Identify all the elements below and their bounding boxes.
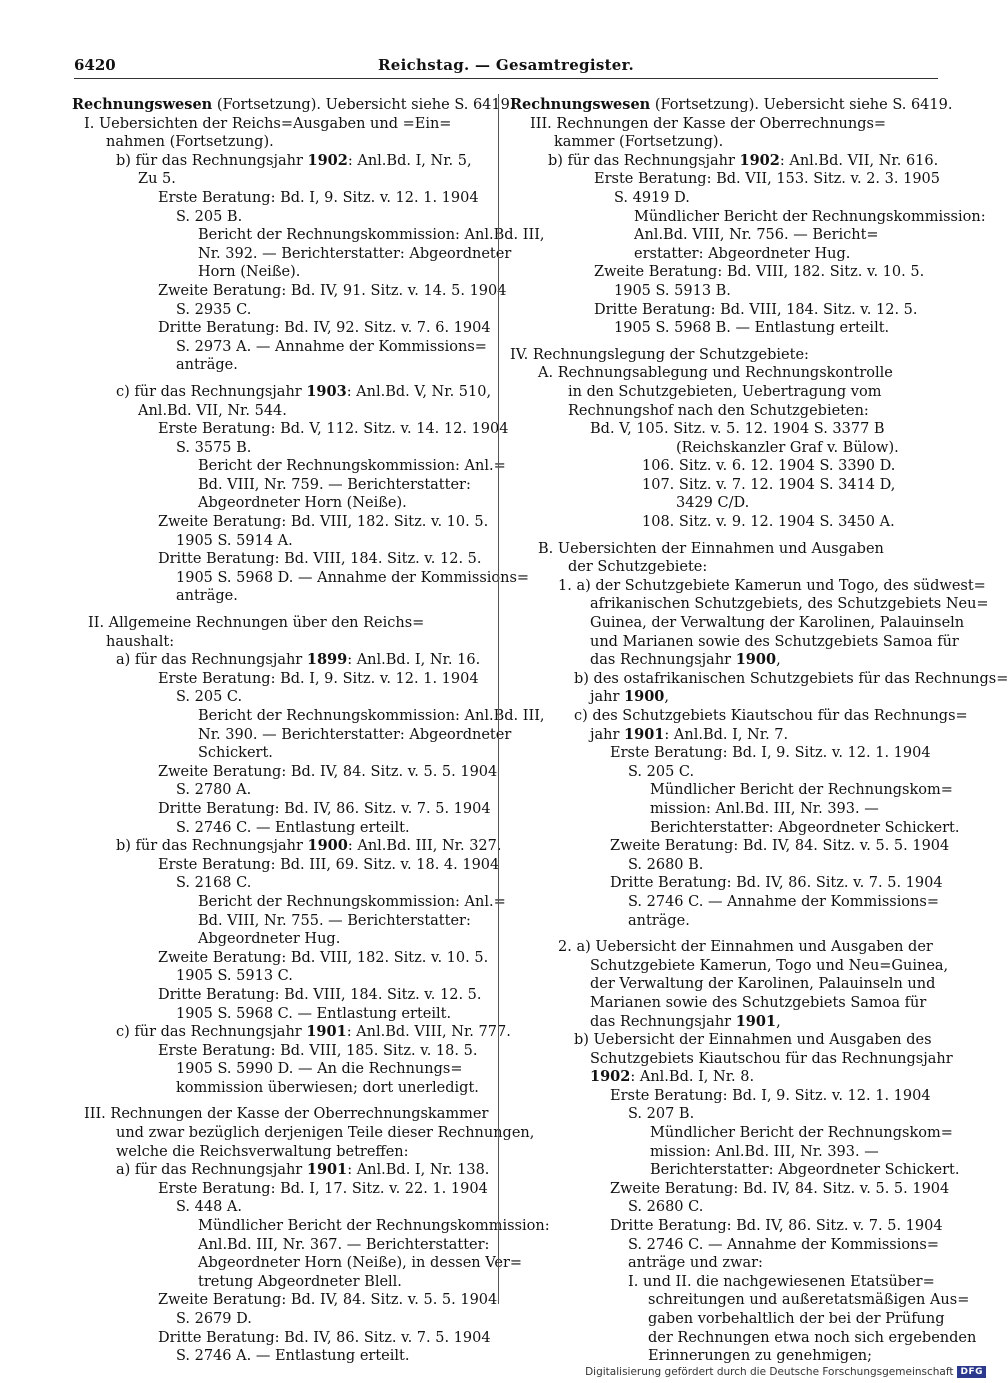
text-line: II. Allgemeine Rechnungen über den Reichs= (88, 615, 425, 632)
text-line: B. Uebersichten der Einnahmen und Ausgaben (538, 540, 884, 557)
text-line: b) für das Rechnungsjahr 1902: Anl.Bd. VII, Nr. 616. (548, 151, 939, 169)
text-line: Horn (Neiße). (198, 264, 301, 281)
text-line: Dritte Beratung: Bd. VIII, 184. Sitz. v. 12. 5. (158, 551, 482, 568)
text-line: S. 2973 A. — Annahme der Kommissions= (176, 338, 487, 355)
text-line: Nr. 392. — Berichterstatter: Abgeordneter (198, 245, 512, 262)
text-line: 3429 C/D. (676, 495, 750, 512)
page-number: 6420 (74, 56, 116, 74)
text-line: das Rechnungsjahr 1901, (590, 1012, 781, 1030)
text-line: Erste Beratung: Bd. I, 17. Sitz. v. 22. 1. 1904 (158, 1180, 488, 1197)
paragraph-gap (510, 338, 938, 346)
text-line: b) für das Rechnungsjahr 1900: Anl.Bd. III, Nr. 327. (116, 837, 502, 855)
text-line: Dritte Beratung: Bd. IV, 86. Sitz. v. 7. 5. 1904 (610, 875, 943, 892)
text-line: Erste Beratung: Bd. VII, 153. Sitz. v. 2. 3. 1905 (594, 171, 940, 188)
text-line: IV. Rechnungslegung der Schutzgebiete: (510, 346, 809, 363)
text-line: Erste Beratung: Bd. V, 112. Sitz. v. 14. 12. 1904 (158, 421, 509, 438)
text-line: das Rechnungsjahr 1900, (590, 651, 781, 669)
text-line: haushalt: (106, 633, 175, 650)
text-line: Berichterstatter: Abgeordneter Schickert. (650, 819, 960, 836)
text-line: afrikanischen Schutzgebiets, des Schutzgebiets Neu= (590, 596, 989, 613)
text-line: 1. a) der Schutzgebiete Kamerun und Togo, des südwest= (558, 577, 986, 594)
text-line: c) für das Rechnungsjahr 1903: Anl.Bd. V, Nr. 510, (116, 382, 492, 400)
text-line: mission: Anl.Bd. III, Nr. 393. — (650, 800, 879, 817)
footer-credit: Digitalisierung gefördert durch die Deutsche Forschungsgemeinschaft (585, 1366, 954, 1378)
text-line: (Reichskanzler Graf v. Bülow). (676, 439, 899, 456)
text-line: Schickert. (198, 745, 273, 762)
text-line: S. 2746 C. — Entlastung erteilt. (176, 819, 410, 836)
text-line: anträge. (628, 912, 690, 929)
text-line: anträge. (176, 588, 238, 605)
text-line: 1905 S. 5913 C. (176, 968, 293, 985)
running-head: Reichstag. — Gesamtregister. (377, 56, 634, 74)
text-line: S. 448 A. (176, 1199, 243, 1216)
text-line: S. 3575 B. (176, 439, 252, 456)
paragraph-gap (72, 606, 492, 614)
text-line: 1905 S. 5968 C. — Entlastung erteilt. (176, 1005, 452, 1022)
paragraph-gap (72, 1097, 492, 1105)
text-line: S. 2679 D. (176, 1311, 252, 1327)
text-line: der Verwaltung der Karolinen, Palauinseln und (590, 976, 936, 993)
text-line: III. Rechnungen der Kasse der Oberrechnungs= (530, 115, 887, 132)
text-line: schreitungen und außeretatsmäßigen Aus= (648, 1292, 970, 1309)
text-line: S. 205 B. (176, 208, 243, 225)
paragraph-gap (510, 930, 938, 938)
text-line: I. und II. die nachgewiesenen Etatsüber= (628, 1273, 935, 1290)
text-line: Zu 5. (138, 171, 176, 188)
text-line: b) des ostafrikanischen Schutzgebiets für das Rechnungs= (574, 670, 1008, 687)
text-line: Zweite Beratung: Bd. IV, 84. Sitz. v. 5. 5. 1904 (158, 763, 498, 780)
text-line: gaben vorbehaltlich der bei der Prüfung (648, 1311, 945, 1327)
text-line: Marianen sowie des Schutzgebiets Samoa für (590, 994, 927, 1011)
text-line: III. Rechnungen der Kasse der Oberrechnungskammer (84, 1106, 489, 1123)
text-line: 1902: Anl.Bd. I, Nr. 8. (590, 1068, 755, 1086)
text-line: Zweite Beratung: Bd. VIII, 182. Sitz. v. 10. 5. (158, 514, 489, 531)
text-line: Bericht der Rechnungskommission: Anl.= (198, 458, 506, 475)
text-line: Schutzgebiets Kiautschou für das Rechnungsjahr (590, 1050, 953, 1067)
text-line: 1905 S. 5968 B. — Entlastung erteilt. (614, 320, 890, 337)
text-line: Guinea, der Verwaltung der Karolinen, Palauinseln (590, 615, 965, 632)
text-line: Bericht der Rechnungskommission: Anl.Bd. III, (198, 708, 545, 724)
text-line: Dritte Beratung: Bd. VIII, 184. Sitz. v. 12. 5. (594, 301, 918, 318)
text-line: Bericht der Rechnungskommission: Anl.Bd. III, (198, 227, 545, 244)
text-line: Zweite Beratung: Bd. VIII, 182. Sitz. v. 10. 5. (594, 264, 925, 281)
text-line: Rechnungswesen (Fortsetzung). Uebersicht siehe S. 6419. (510, 96, 953, 113)
text-line: Mündlicher Bericht der Rechnungskom= (650, 1125, 953, 1142)
text-line: Erinnerungen zu genehmigen; (648, 1348, 873, 1365)
text-line: I. Uebersichten der Reichs=Ausgaben und =Ein= (84, 115, 452, 132)
text-line: Abgeordneter Horn (Neiße). (198, 495, 407, 512)
text-line: b) für das Rechnungsjahr 1902: Anl.Bd. I, Nr. 5, (116, 151, 472, 169)
text-line: nahmen (Fortsetzung). (106, 134, 274, 151)
text-line: 1905 S. 5990 D. — An die Rechnungs= (176, 1061, 463, 1078)
text-line: A. Rechnungsablegung und Rechnungskontrolle (538, 365, 893, 382)
text-line: Anl.Bd. VIII, Nr. 756. — Bericht= (634, 227, 879, 244)
text-line: anträge. (176, 357, 238, 374)
text-line: mission: Anl.Bd. III, Nr. 393. — (650, 1143, 879, 1160)
text-line: Mündlicher Bericht der Rechnungskom= (650, 782, 953, 799)
text-line: Dritte Beratung: Bd. VIII, 184. Sitz. v. 12. 5. (158, 986, 482, 1003)
text-line: Zweite Beratung: Bd. IV, 84. Sitz. v. 5. 5. 1904 (158, 1292, 498, 1309)
text-line: Bd. V, 105. Sitz. v. 5. 12. 1904 S. 3377 B (590, 421, 885, 438)
text-line: Erste Beratung: Bd. I, 9. Sitz. v. 12. 1. 1904 (610, 1087, 931, 1104)
text-line: S. 2680 B. (628, 856, 704, 873)
text-line: Erste Beratung: Bd. I, 9. Sitz. v. 12. 1. 1904 (158, 189, 479, 206)
page-header (74, 56, 938, 80)
right-column (510, 96, 1008, 1366)
paragraph-gap (72, 375, 492, 383)
text-line: jahr 1901: Anl.Bd. I, Nr. 7. (590, 725, 789, 743)
text-line: 2. a) Uebersicht der Einnahmen und Ausgaben der (558, 939, 933, 956)
text-line: S. 2746 C. — Annahme der Kommissions= (628, 1236, 940, 1253)
text-line: Mündlicher Bericht der Rechnungskommission: (634, 208, 986, 225)
text-line: kammer (Fortsetzung). (554, 134, 724, 151)
text-line: S. 2746 A. — Entlastung erteilt. (176, 1348, 410, 1365)
text-line: Bd. VIII, Nr. 755. — Berichterstatter: (198, 912, 471, 929)
text-line: welche die Reichsverwaltung betreffen: (116, 1143, 409, 1160)
text-line: der Rechnungen etwa noch sich ergebenden (648, 1329, 977, 1346)
column-divider (498, 94, 499, 1304)
header-rule (74, 78, 938, 79)
text-line: Dritte Beratung: Bd. IV, 86. Sitz. v. 7. 5. 1904 (158, 800, 491, 817)
text-line: Dritte Beratung: Bd. IV, 86. Sitz. v. 7. 5. 1904 (158, 1329, 491, 1346)
text-line: Dritte Beratung: Bd. IV, 92. Sitz. v. 7. 6. 1904 (158, 320, 491, 337)
text-line: 107. Sitz. v. 7. 12. 1904 S. 3414 D, (642, 476, 896, 493)
footer (585, 1366, 986, 1378)
text-line: 1905 S. 5914 A. (176, 532, 293, 549)
text-line: Berichterstatter: Abgeordneter Schickert. (650, 1162, 960, 1179)
text-line: Rechnungswesen (Fortsetzung). Uebersicht siehe S. 6419. (72, 96, 515, 113)
text-line: S. 2680 C. (628, 1199, 704, 1216)
text-line: erstatter: Abgeordneter Hug. (634, 245, 851, 262)
text-line: c) des Schutzgebiets Kiautschou für das Rechnungs= (574, 708, 968, 724)
text-line: kommission überwiesen; dort unerledigt. (176, 1079, 479, 1096)
text-line: S. 207 B. (628, 1106, 695, 1123)
text-line: der Schutzgebiete: (568, 559, 708, 576)
text-line: Rechnungshof nach den Schutzgebieten: (568, 402, 869, 419)
text-line: a) für das Rechnungsjahr 1899: Anl.Bd. I, Nr. 16. (116, 651, 481, 669)
text-line: S. 205 C. (176, 689, 243, 706)
text-line: Schutzgebiete Kamerun, Togo und Neu=Guinea, (590, 957, 949, 974)
text-line: S. 2935 C. (176, 301, 252, 318)
text-line: anträge und zwar: (628, 1255, 763, 1272)
text-line: Dritte Beratung: Bd. IV, 86. Sitz. v. 7. 5. 1904 (610, 1218, 943, 1235)
text-line: und Marianen sowie des Schutzgebiets Samoa für (590, 633, 959, 650)
text-line: Mündlicher Bericht der Rechnungskommission: (198, 1218, 550, 1235)
text-line: 106. Sitz. v. 6. 12. 1904 S. 3390 D. (642, 458, 896, 475)
text-line: tretung Abgeordneter Blell. (198, 1273, 402, 1290)
text-line: Zweite Beratung: Bd. IV, 91. Sitz. v. 14. 5. 1904 (158, 282, 507, 299)
text-line: Anl.Bd. III, Nr. 367. — Berichterstatter: (198, 1236, 490, 1253)
text-line: 1905 S. 5913 B. (614, 282, 731, 299)
text-line: Erste Beratung: Bd. I, 9. Sitz. v. 12. 1. 1904 (158, 670, 479, 687)
text-line: in den Schutzgebieten, Uebertragung vom (568, 383, 882, 400)
dfg-logo: DFG (957, 1366, 986, 1378)
text-line: S. 4919 D. (614, 189, 690, 206)
text-line: 1905 S. 5968 D. — Annahme der Kommissions= (176, 569, 530, 586)
text-line: S. 205 C. (628, 763, 695, 780)
text-line: Anl.Bd. VII, Nr. 544. (138, 402, 287, 419)
text-line: Erste Beratung: Bd. III, 69. Sitz. v. 18. 4. 1904 (158, 856, 500, 873)
text-line: Erste Beratung: Bd. I, 9. Sitz. v. 12. 1. 1904 (610, 745, 931, 762)
text-line: Bd. VIII, Nr. 759. — Berichterstatter: (198, 476, 471, 493)
text-line: jahr 1900, (590, 688, 669, 706)
text-line: Abgeordneter Hug. (198, 931, 341, 948)
left-column (72, 96, 550, 1366)
text-line: 108. Sitz. v. 9. 12. 1904 S. 3450 A. (642, 514, 895, 531)
text-line: b) Uebersicht der Einnahmen und Ausgaben des (574, 1032, 932, 1049)
text-line: und zwar bezüglich derjenigen Teile dieser Rechnungen, (116, 1125, 535, 1142)
text-line: a) für das Rechnungsjahr 1901: Anl.Bd. I, Nr. 138. (116, 1161, 490, 1179)
text-line: S. 2780 A. (176, 782, 252, 799)
paragraph-gap (510, 532, 938, 540)
text-line: S. 2746 C. — Annahme der Kommissions= (628, 893, 940, 910)
text-line: S. 2168 C. (176, 875, 252, 892)
text-line: Bericht der Rechnungskommission: Anl.= (198, 893, 506, 910)
text-line: Zweite Beratung: Bd. IV, 84. Sitz. v. 5. 5. 1904 (610, 838, 950, 855)
text-line: c) für das Rechnungsjahr 1901: Anl.Bd. VIII, Nr. 777. (116, 1023, 511, 1041)
text-line: Erste Beratung: Bd. VIII, 185. Sitz. v. 18. 5. (158, 1042, 478, 1059)
text-line: Nr. 390. — Berichterstatter: Abgeordneter (198, 726, 512, 743)
text-line: Abgeordneter Horn (Neiße), in dessen Ver= (198, 1255, 523, 1272)
text-line: Zweite Beratung: Bd. VIII, 182. Sitz. v. 10. 5. (158, 949, 489, 966)
text-line: Zweite Beratung: Bd. IV, 84. Sitz. v. 5. 5. 1904 (610, 1180, 950, 1197)
